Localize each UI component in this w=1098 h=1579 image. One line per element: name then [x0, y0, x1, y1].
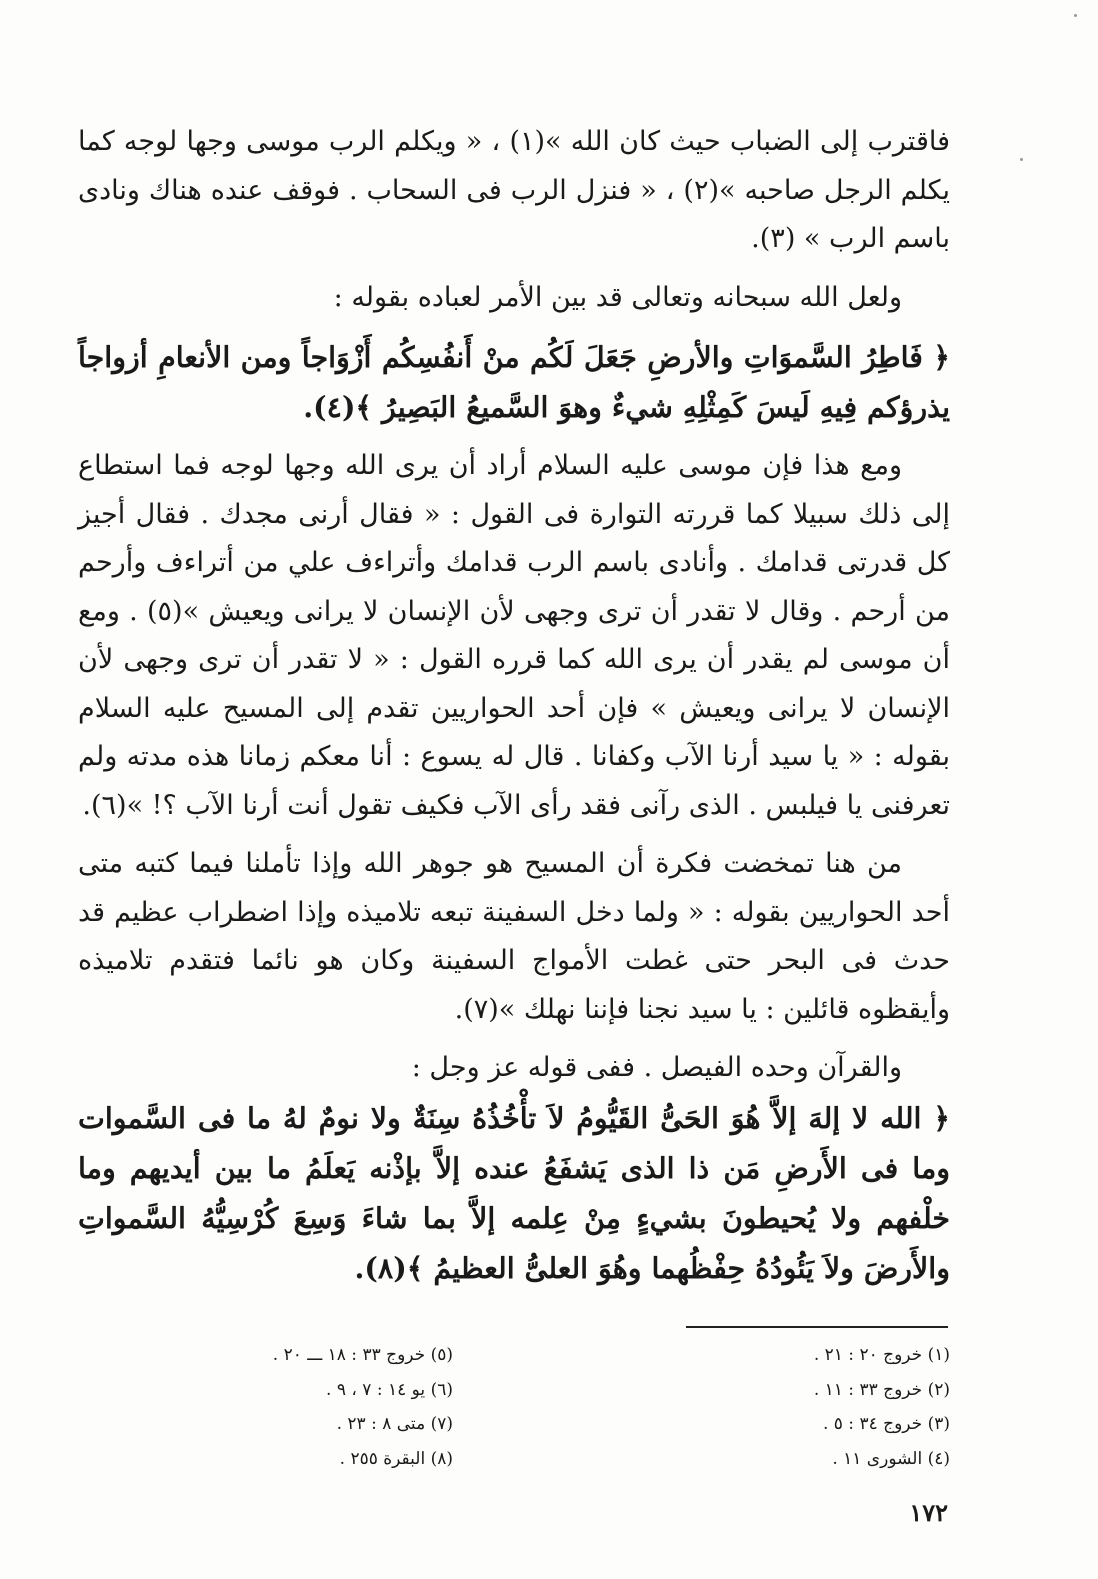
paragraph-1: فاقترب إلى الضباب حيث كان الله »(١) ، « ويكلم الرب موسى وجها لوجه كما يكلم الرجل صاحبه »(٢) ، « فنزل الرب فى السحاب . فوقف عنده هناك ونادى باسم الرب » (٣).: [78, 126, 950, 254]
footnotes-left-column: [193, 1338, 453, 1476]
paragraph-4: من هنا تمخضت فكرة أن المسيح هو جوهر الله وإذا تأملنا فيما كتبه متى أحد الحواريين بقوله : « ولما دخل السفينة تبعه تلاميذه وإذا اضطراب عظيم قد حدث فى البحر حتى غطت الأمواج السفينة وكان هو نائما فتقدم تلاميذه وأيقظوه قائلين : يا سيد نجنا فإننا نهلك »(٧).: [78, 848, 950, 1025]
footnote-2: (٢) خروج ٣٣ : ١١ .: [813, 1379, 950, 1400]
footnote-4: (٤) الشورى ١١ .: [832, 1448, 950, 1469]
main-text: [78, 118, 950, 1293]
footnote-1: (١) خروج ٢٠ : ٢١ .: [813, 1345, 950, 1365]
page-number: ١٧٢: [909, 1498, 948, 1527]
quran-verse-2: ﴿ الله لا إلهَ إلاَّ هُوَ الحَىُّ القَيُّومُ لاَ تأْخُذُهُ سِنَةٌ ولا نومٌ لهُ ما فى السَّموات وما فى الأَرضِ مَن ذا الذى يَشفَعُ عنده إلاَّ بإذْنه يَعلَمُ ما بين أيديهم وما خلْفهم ولا يُحيطونَ بشيءٍ مِنْ عِلمه إلاَّ بما شاءَ وَسِعَ كُرْسِيُّهُ السَّمواتِ والأَرضَ ولاَ يَئُودُهُ حِفْظُهما وهُوَ العلىُّ العظيمُ ﴾(٨).: [78, 1100, 950, 1285]
paragraph-5: والقرآن وحده الفيصل . ففى قوله عز وجل :: [411, 1052, 902, 1083]
footnote-6: (٦) يو ١٤ : ٧ ، ٩ .: [326, 1379, 453, 1400]
footnotes-right-column: [690, 1338, 950, 1476]
paragraph-2: ولعل الله سبحانه وتعالى قد بين الأمر لعباده بقوله :: [333, 281, 902, 313]
footnote-5: (٥) خروج ٣٣ : ١٨ ـــ ٢٠ .: [272, 1345, 453, 1365]
footnote-3: (٣) خروج ٣٤ : ٥ .: [822, 1414, 950, 1434]
quran-verse-1: ﴿ فَاطِرُ السَّموَاتِ والأرضِ جَعَلَ لَكُم منْ أَنفُسِكُم أَزْوَاجاً ومن الأنعامِ أزواجاً يذرؤكم فِيهِ لَيسَ كَمِثْلِهِ شيءٌ وهوَ السَّميعُ البَصِيرُ ﴾(٤).: [78, 340, 950, 424]
scan-speck: [1020, 158, 1023, 161]
footnote-8: (٨) البقرة ٢٥٥ .: [339, 1448, 453, 1469]
paragraph-3: ومع هذا فإن موسى عليه السلام أراد أن يرى الله وجها لوجه فما استطاع إلى ذلك سبيلا كما قررته التوارة فى القول : « فقال أرنى مجدك . فقال أجيز كل قدرتى قدامك . وأنادى باسم الرب قدامك وأتراءف علي من أتراءف وأرحم من أرحم . وقال لا تقدر أن ترى وجهى لأن الإنسان لا يرانى ويعيش »(٥) . ومع أن موسى لم يقدر أن يرى الله كما قرره القول : « لا تقدر أن ترى وجهى لأن الإنسان لا يرانى ويعيش » فإن أحد الحواريين تقدم إلى المسيح عليه السلام بقوله : « يا سيد أرنا الآب وكفانا . قال له يسوع : أنا معكم زمانا هذه مدته ولم تعرفنى يا فيلبس . الذى رآنى فقد رأى الآب فكيف تقول أنت أرنا الآب ؟! »(٦).: [78, 450, 950, 821]
footnote-7: (٧) متى ٨ : ٢٣ .: [336, 1414, 453, 1434]
footnote-divider: [686, 1326, 948, 1328]
scan-speck: [1074, 14, 1077, 17]
